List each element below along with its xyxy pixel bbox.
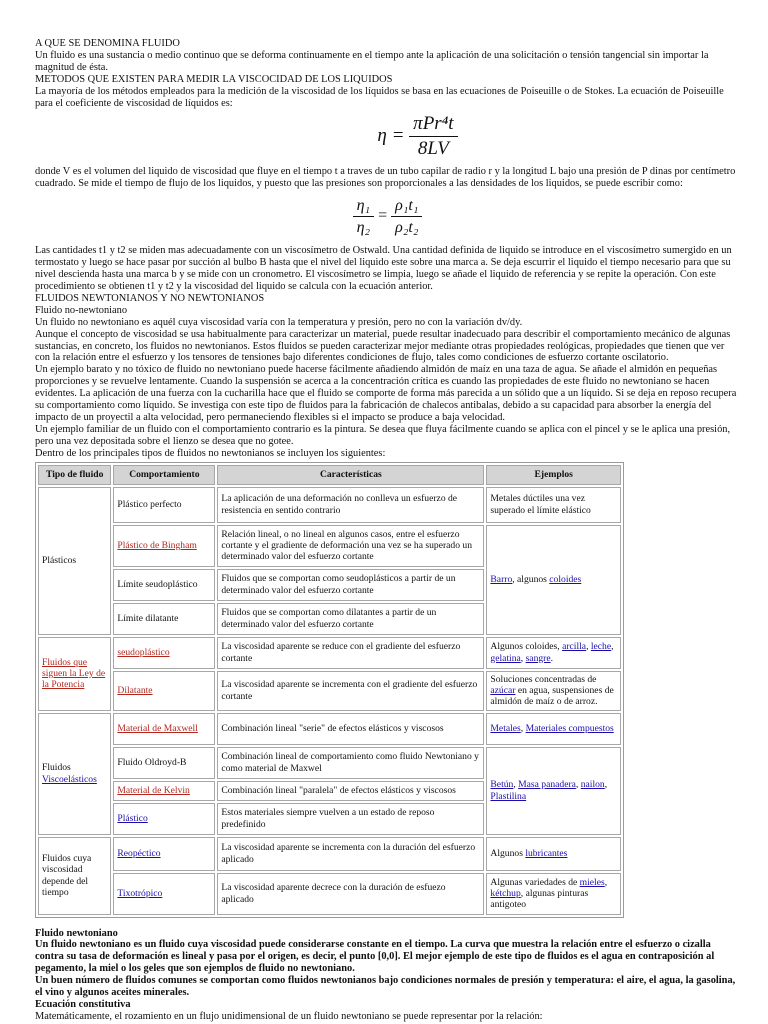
poiseuille-equation — [95, 113, 740, 160]
eq2-left-num: η₁ — [353, 196, 375, 217]
text-seg: , — [611, 641, 614, 653]
link-metales[interactable]: Metales — [490, 722, 521, 734]
link-materiales-compuestos[interactable]: Materiales compuestos — [525, 722, 614, 734]
cell-caracteristicas: Fluidos que se comportan como dilatantes a partir de un determinado valor del esfuerzo cortante — [217, 603, 484, 635]
cell-caracteristicas: Fluidos que se comportan como seudoplásticos a partir de un determinado valor del esfuerzo cortante — [217, 569, 484, 601]
cell-comportamiento: Plástico perfecto — [113, 487, 215, 523]
table-row — [38, 873, 621, 915]
cell-comportamiento: Límite dilatante — [113, 603, 215, 635]
cell-ejemplos — [486, 637, 621, 669]
paragraph-tipos: Dentro de los principales tipos de fluidos no newtonianos se incluyen los siguientes: — [35, 447, 386, 459]
paragraph-newtoniano: Un fluido newtoniano es un fluido cuya viscosidad puede considerarse constante en el tiempo. La curva que muestra la relación entre el esfuerzo o cizalla contra su tasa de deformación es lineal y pasa por el origen, es decir, el punto [0,0]. El mejor ejemplo de este tipo de fluidos es el agua en contraposición al pegamento, la miel o los geles que son ejemplos de fluido no newtoniano. — [35, 939, 715, 975]
link-dilatante[interactable]: Dilatante — [117, 684, 153, 696]
paragraph-ejemplo-almidon: Un ejemplo barato y no tóxico de fluido no newtoniano puede hacerse fácilmente añadiendo almidón de maíz en una taza de agua. Se añade el almidón en pequeñas proporciones y se revuelve lentamente. Cuando la suspensión se acerca a la concentración crítica es cuando las propiedades de este fluido no newtoniano se hacen evidentes. La aplicación de una fuerza con la cucharilla hace que el fluido se comporte de forma más parecida a un sólido que a un líquido. Si se deja en reposo recupera su comportamiento como líquido. Se investiga con este tipo de fluidos para la fabricación de chalecos antibalas, debido a su capacidad para absorber la energía del impacto de un proyectil a alta velocidad, pero permaneciendo flexibles si el impacto se produce a baja velocidad. — [35, 364, 737, 423]
heading-fluido: A QUE SE DENOMINA FLUIDO — [35, 38, 180, 49]
cell-ejemplos — [486, 671, 621, 711]
text-seg: , — [520, 652, 526, 664]
cell-comportamiento — [113, 525, 215, 567]
table-row — [38, 525, 621, 567]
link-arcilla[interactable]: arcilla — [562, 641, 587, 653]
text-seg: en agua, suspensiones de almidón de maíz o de arroz. — [490, 684, 614, 708]
link-sangre[interactable]: sangre — [525, 652, 551, 664]
paragraph-concepto: Aunque el concepto de viscosidad se usa habitualmente para caracterizar un material, puede resultar inadecuado para describir el comportamiento mecánico de algunas sustancias, en concreto, los fluidos no newtonianos. Estos fluidos se pueden caracterizar mejor mediante otras propiedades reológicas, propiedades que tienen que ver con la relación entre el esfuerzo y los tensores de tensiones bajo diferentes condiciones de flujo, tales como condiciones de esfuerzo cortante oscilatorio. — [35, 328, 731, 364]
heading-ecuacion-constitutiva: Ecuación constitutiva — [35, 999, 131, 1010]
link-viscoelasticos[interactable]: Viscoelásticos — [42, 773, 97, 785]
link-azucar[interactable]: azúcar — [490, 684, 516, 696]
eq1-numerator: πPr⁴t — [409, 113, 457, 137]
eq1-denominator: 8LV — [417, 138, 449, 160]
link-plastico-bingham[interactable]: Plástico de Bingham — [117, 539, 197, 551]
paragraph-fluidos-comunes: Un buen número de fluidos comunes se comportan como fluidos newtonianos bajo condiciones normales de presión y temperatura: el aire, el agua, la gasolina, el vino y algunos aceites minerales. — [35, 975, 736, 999]
cell-caracteristicas: Combinación lineal "paralela" de efectos elásticos y viscosos — [217, 781, 484, 801]
group-plasticos: Plásticos — [38, 487, 111, 635]
link-plastico[interactable]: Plástico — [117, 812, 148, 824]
eq2-right-fraction — [391, 196, 422, 237]
cell-comportamiento: Fluido Oldroyd-B — [113, 747, 215, 779]
text-seg: , — [513, 779, 519, 791]
cell-caracteristicas: La viscosidad aparente se reduce con el gradiente del esfuerzo cortante — [217, 637, 484, 669]
text-sep: , algunos — [512, 573, 550, 585]
cell-ejemplos — [486, 747, 621, 835]
table-header: Comportamiento — [113, 465, 215, 485]
heading-newtonianos: FLUIDOS NEWTONIANOS Y NO NEWTONIANOS — [35, 292, 265, 304]
eq2-left-fraction — [353, 196, 375, 237]
cell-caracteristicas: Combinación lineal de comportamiento como fluido Newtoniano y como material de Maxwel — [217, 747, 484, 779]
cell-caracteristicas: Estos materiales siempre vuelven a un estado de reposo predefinido — [217, 803, 484, 835]
text-seg: , — [520, 722, 526, 734]
cell-caracteristicas: La viscosidad aparente se incrementa con el gradiente del esfuerzo cortante — [217, 671, 484, 711]
subheading-no-newtoniano: Fluido no-newtoniano — [35, 304, 128, 316]
text-seg: Soluciones concentradas de — [490, 673, 597, 685]
cell-comportamiento — [113, 671, 215, 711]
link-nailon[interactable]: nailon — [580, 779, 605, 791]
link-coloides[interactable]: coloides — [549, 573, 582, 585]
table-row — [38, 487, 621, 523]
link-material-maxwell[interactable]: Material de Maxwell — [117, 722, 198, 734]
text-seg: Algunos coloides, — [490, 641, 563, 653]
link-material-kelvin[interactable]: Material de Kelvin — [117, 784, 190, 796]
text-seg: Algunas variedades de — [490, 876, 580, 888]
document-page — [35, 38, 740, 1023]
cell-caracteristicas: La aplicación de una deformación no conlleva un esfuerzo de resistencia en sentido contrario — [217, 487, 484, 523]
heading-fluido-newtoniano: Fluido newtoniano — [35, 927, 118, 939]
text-seg: . — [550, 652, 554, 664]
paragraph-ostwald: Las cantidades t1 y t2 se miden mas adecuadamente con un viscosímetro de Ostwald. Una cantidad definida de liquido se introduce en el viscosímetro sumergido en un termostato y luego se hace pasar por succión al bulbo B hasta que el nivel del liquido este sobre una marca a. Se deja escurrir el liquido el tiempo necesario para que su nivel descienda hasta una marca b y se mide con un cronometro. El viscosímetro se limpia, luego se añade el liquido de referencia y se repite la operación. Con este procedimiento se obtienen t1 y t2 y la viscosidad del liquido se calcula con la ecuación anterior. — [35, 245, 732, 292]
link-leche[interactable]: leche — [590, 641, 612, 653]
cell-ejemplos — [486, 713, 621, 745]
link-betun[interactable]: Betún — [490, 779, 514, 791]
eq1-lhs: η = — [377, 125, 405, 147]
paragraph-definicion: Un fluido es una sustancia o medio continuo que se deforma continuamente en el tiempo ante la aplicación de una solicitación o tensión tangencial sin importar la magnitud de ésta. — [35, 49, 709, 73]
cell-caracteristicas: La viscosidad aparente decrece con la duración de esfuezo aplicado — [217, 873, 484, 915]
table-header: Tipo de fluido — [38, 465, 111, 485]
cell-comportamiento — [113, 837, 215, 871]
link-masa-panadera[interactable]: Masa panadera — [518, 779, 576, 791]
eq2-right-den: ρ₂t₂ — [395, 219, 419, 237]
paragraph-ejemplo-pintura: Un ejemplo familiar de un fluido con el comportamiento contrario es la pintura. Se desea que fluya fácilmente cuando se aplica con el pincel y se le aplica una presión, pero una vez depositada sobre el lienzo se desea que no gotee. — [35, 423, 731, 447]
group-ley-potencia — [38, 637, 111, 711]
cell-comportamiento — [113, 637, 215, 669]
paragraph-matematicamente: Matemáticamente, el rozamiento en un flujo unidimensional de un fluido newtoniano se puede representar por la relación: — [35, 1010, 543, 1022]
text-seg: , algunas pinturas antigoteo — [490, 887, 589, 911]
paragraph-no-newtoniano: Un fluido no newtoniano es aquél cuya viscosidad varía con la temperatura y presión, pero no con la variación dv/dy. — [35, 316, 523, 328]
text-seg: Algunos — [490, 847, 526, 859]
cell-comportamiento — [113, 781, 215, 801]
link-plastilina[interactable]: Plastilina — [490, 790, 527, 802]
link-gelatina[interactable]: gelatina — [490, 652, 521, 664]
cell-ejemplos — [486, 837, 621, 871]
table-row — [38, 837, 621, 871]
text-seg: , — [604, 876, 608, 888]
link-seudoplastico[interactable]: seudoplástico — [117, 646, 170, 658]
link-barro[interactable]: Barro — [490, 573, 513, 585]
text-seg: , — [604, 779, 608, 791]
cell-comportamiento — [113, 803, 215, 835]
cell-comportamiento — [113, 713, 215, 745]
table-row — [38, 747, 621, 779]
cell-caracteristicas: Relación lineal, o no lineal en algunos casos, entre el esfuerzo cortante y el gradiente de deformación una vez se ha superado un determinado valor del esfuerzo cortante — [217, 525, 484, 567]
eq2-right-num: ρ₁t₁ — [391, 196, 422, 217]
group-tiempo: Fluidos cuya viscosidad depende del tiempo — [38, 837, 111, 915]
ratio-equation — [35, 196, 740, 237]
cell-ejemplos: Metales dúctiles una vez superado el límite elástico — [486, 487, 621, 523]
paragraph-donde: donde V es el volumen del liquido de viscosidad que fluye en el tiempo t a traves de un tubo capilar de radio r y la longitud L bajo una presión de P dinas por centímetro cuadrado. Se mide el tiempo de flujo de los liquidos, y puesto que las presiones son proporcionales a las densidades de los liquidos, se puede escribir como: — [35, 166, 736, 190]
link-reopectico[interactable]: Reopéctico — [117, 847, 161, 859]
table-header: Ejemplos — [486, 465, 621, 485]
eq1-fraction — [409, 113, 457, 160]
eq2-left-den: η₂ — [356, 219, 371, 237]
text-seg: , — [575, 779, 581, 791]
table-header-row — [38, 465, 621, 485]
fluid-types-table — [35, 462, 624, 918]
eq2-equals: = — [378, 207, 388, 225]
link-tixotropico[interactable]: Tixotrópico — [117, 887, 163, 899]
cell-caracteristicas: La viscosidad aparente se incrementa con la duración del esfuerzo aplicado — [217, 837, 484, 871]
table-header: Características — [217, 465, 484, 485]
cell-ejemplos — [486, 873, 621, 915]
table-row — [38, 637, 621, 669]
table-row — [38, 671, 621, 711]
spacer — [35, 918, 740, 928]
cell-comportamiento: Límite seudoplástico — [113, 569, 215, 601]
cell-caracteristicas: Combinación lineal "serie" de efectos elásticos y viscosos — [217, 713, 484, 745]
cell-comportamiento — [113, 873, 215, 915]
table-row — [38, 713, 621, 745]
link-lubricantes[interactable]: lubricantes — [525, 847, 568, 859]
link-ketchup[interactable]: kétchup — [490, 887, 521, 899]
group-viscoelasticos — [38, 713, 111, 835]
paragraph-metodos: La mayoría de los métodos empleados para la medición de la viscosidad de los líquidos se basa en las ecuaciones de Poiseuille o de Stokes. La ecuación de Poiseuille para el coeficiente de viscosidad de líquidos es: — [35, 85, 724, 109]
text-seg: Fluidos — [42, 762, 71, 774]
link-mieles[interactable]: mieles — [579, 876, 605, 888]
text-seg: , — [586, 641, 591, 653]
cell-ejemplos — [486, 525, 621, 635]
heading-metodos: METODOS QUE EXISTEN PARA MEDIR LA VISCOCIDAD DE LOS LIQUIDOS — [35, 73, 393, 85]
link-ley-potencia[interactable]: Fluidos que siguen la Ley de la Potencia — [42, 656, 106, 691]
